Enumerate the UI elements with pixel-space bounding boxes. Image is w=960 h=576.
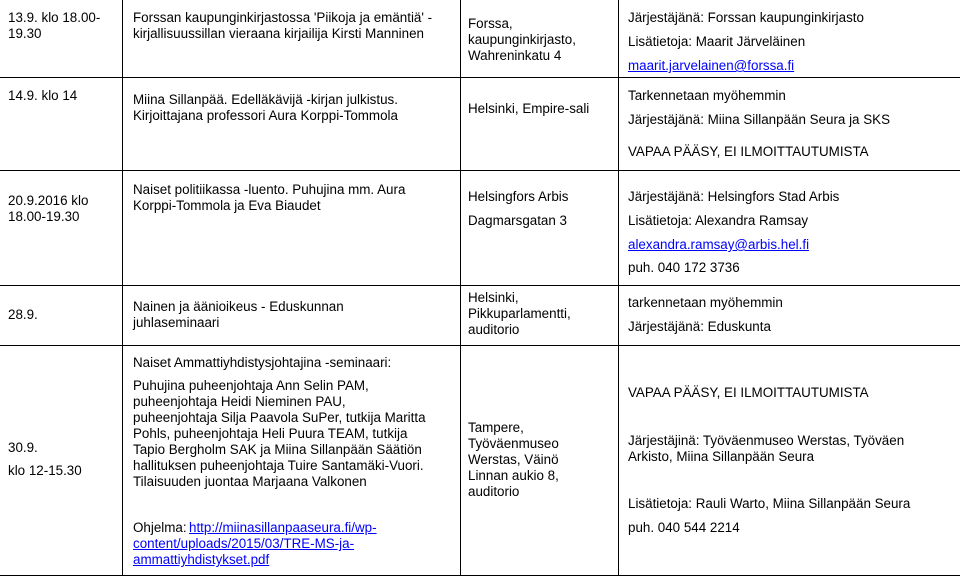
- column-divider: [460, 0, 461, 576]
- event-organizer: Järjestäjänä: Eduskunta: [628, 319, 771, 334]
- program-link[interactable]: content/uploads/2015/03/TRE-MS-ja-: [133, 536, 355, 551]
- event-date: 14.9. klo 14: [8, 88, 78, 103]
- event-description: Naiset politiikassa -luento. Puhujina mm. Aura: [133, 182, 406, 197]
- event-organizer: Arkisto, Miina Sillanpään Seura: [628, 449, 815, 464]
- email-link[interactable]: alexandra.ramsay@arbis.hel.fi: [628, 237, 810, 252]
- column-divider: [122, 0, 123, 576]
- event-description: puheenjohtaja Silja Paavola SuPer, tutkija Maritta: [133, 410, 426, 425]
- event-place: Forssa,: [468, 16, 513, 31]
- event-description: Nainen ja äänioikeus - Eduskunnan: [133, 299, 344, 314]
- row-divider: [0, 345, 960, 346]
- event-description: Miina Sillanpää. Edelläkävijä -kirjan julkistus.: [133, 92, 398, 107]
- event-description: Tilaisuuden juontaa Marjaana Valkonen: [133, 474, 367, 489]
- event-contact: Lisätietoja: Rauli Warto, Miina Sillanpään Seura: [628, 496, 911, 511]
- event-description: Korppi-Tommola ja Eva Biaudet: [133, 198, 321, 213]
- event-phone: puh. 040 544 2214: [628, 520, 740, 535]
- event-description: kirjallisuussillan vieraana kirjailija Kirsti Manninen: [133, 26, 424, 41]
- event-phone: puh. 040 172 3736: [628, 260, 740, 275]
- event-description: Tapio Bergholm SAK ja Miina Sillanpään Säätiön: [133, 442, 422, 457]
- row-divider: [0, 170, 960, 171]
- event-place: Pikkuparlamentti,: [468, 306, 571, 321]
- event-description: juhlaseminaari: [133, 315, 220, 330]
- event-place: auditorio: [468, 322, 520, 337]
- event-description: Pohls, puheenjohtaja Heli Puura TEAM, tutkija: [133, 426, 408, 441]
- event-contact: Lisätietoja: Maarit Järveläinen: [628, 34, 806, 49]
- event-date: 30.9.: [8, 440, 38, 455]
- event-place: Helsinki,: [468, 290, 519, 305]
- event-place: kaupunginkirjasto,: [468, 32, 576, 47]
- event-organizer: Järjestäjänä: Forssan kaupunginkirjasto: [628, 10, 864, 25]
- event-description: Kirjoittajana professori Aura Korppi-Tommola: [133, 108, 398, 123]
- event-place: Wahreninkatu 4: [468, 48, 562, 63]
- event-contact: Lisätietoja: Alexandra Ramsay: [628, 213, 809, 228]
- event-description: puheenjohtaja Heidi Nieminen PAU,: [133, 394, 346, 409]
- event-place: Helsingfors Arbis: [468, 189, 569, 204]
- event-date: 18.00-19.30: [8, 209, 80, 224]
- event-organizer: Järjestäjinä: Työväenmuseo Werstas, Työväen: [628, 433, 905, 448]
- event-free-entry: VAPAA PÄÄSY, EI ILMOITTAUTUMISTA: [628, 144, 869, 159]
- event-place: Helsinki, Empire-sali: [468, 101, 590, 116]
- event-place: Työväenmuseo: [468, 436, 559, 451]
- event-place: auditorio: [468, 484, 520, 499]
- event-note: tarkennetaan myöhemmin: [628, 295, 783, 310]
- event-place: Werstas, Väinö: [468, 452, 559, 467]
- email-link[interactable]: maarit.jarvelainen@forssa.fi: [628, 58, 795, 73]
- event-date: 13.9. klo 18.00-: [8, 10, 101, 25]
- event-organizer: Järjestäjänä: Helsingfors Stad Arbis: [628, 189, 840, 204]
- event-organizer: Järjestäjänä: Miina Sillanpään Seura ja SKS: [628, 112, 891, 127]
- event-description: Puhujina puheenjohtaja Ann Selin PAM,: [133, 378, 369, 393]
- event-date: 19.30: [8, 26, 42, 41]
- row-divider: [0, 77, 960, 78]
- column-divider: [618, 0, 619, 576]
- event-date: 20.9.2016 klo: [8, 193, 89, 208]
- event-description: hallituksen puheenjohtaja Tuire Santamäki-Vuori.: [133, 458, 424, 473]
- event-date: klo 12-15.30: [8, 463, 82, 478]
- program-label: Ohjelma:: [133, 520, 191, 535]
- row-divider: [0, 285, 960, 286]
- event-free-entry: VAPAA PÄÄSY, EI ILMOITTAUTUMISTA: [628, 385, 869, 400]
- program-link[interactable]: http://miinasillanpaaseura.fi/wp-: [189, 520, 377, 535]
- event-place: Dagmarsgatan 3: [468, 213, 567, 228]
- event-place: Linnan aukio 8,: [468, 468, 559, 483]
- program-link[interactable]: ammattiyhdistykset.pdf: [133, 552, 270, 567]
- event-description: Forssan kaupunginkirjastossa 'Piikoja ja emäntiä' -: [133, 10, 433, 25]
- event-place: Tampere,: [468, 420, 524, 435]
- event-date: 28.9.: [8, 307, 38, 322]
- event-title: Naiset Ammattiyhdistysjohtajina -seminaari:: [133, 355, 392, 370]
- event-note: Tarkennetaan myöhemmin: [628, 88, 786, 103]
